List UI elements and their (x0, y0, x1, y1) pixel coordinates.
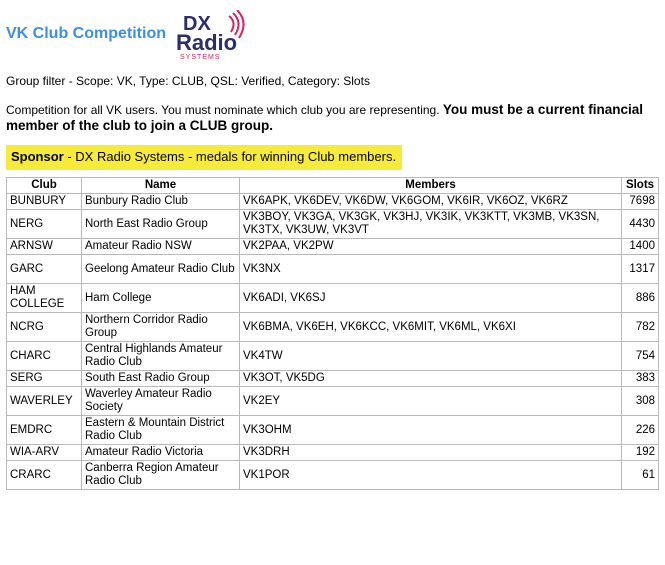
cell-club: SERG (7, 371, 82, 387)
cell-members: VK4TW (240, 342, 622, 371)
page-title: VK Club Competition (6, 25, 166, 42)
cell-slots: 192 (622, 445, 659, 461)
cell-club: EMDRC (7, 416, 82, 445)
cell-members: VK3BOY, VK3GA, VK3GK, VK3HJ, VK3IK, VK3KTT, VK3MB, VK3SN, VK3TX, VK3UW, VK3VT (240, 210, 622, 239)
table-row (7, 342, 659, 371)
logo-text-systems: SYSTEMS (180, 54, 221, 61)
club-groups-table (6, 177, 659, 490)
cell-name: Amateur Radio NSW (82, 239, 240, 255)
cell-members: VK3NX (240, 255, 622, 284)
cell-slots: 4430 (622, 210, 659, 239)
cell-slots: 61 (622, 461, 659, 490)
cell-name: Canberra Region Amateur Radio Club (82, 461, 240, 490)
cell-slots: 1400 (622, 239, 659, 255)
cell-name: Central Highlands Amateur Radio Club (82, 342, 240, 371)
page-header (6, 8, 656, 60)
cell-slots: 886 (622, 284, 659, 313)
table-row (7, 387, 659, 416)
cell-members: VK3OT, VK5DG (240, 371, 622, 387)
cell-slots: 782 (622, 313, 659, 342)
cell-club: ARNSW (7, 239, 82, 255)
cell-slots: 308 (622, 387, 659, 416)
cell-name: Waverley Amateur Radio Society (82, 387, 240, 416)
logo-text-dx: DX (183, 13, 211, 35)
cell-name: Bunbury Radio Club (82, 194, 240, 210)
sponsor-label: Sponsor (11, 149, 64, 164)
cell-members: VK6APK, VK6DEV, VK6DW, VK6GOM, VK6IR, VK6OZ, VK6RZ (240, 194, 622, 210)
cell-members: VK6BMA, VK6EH, VK6KCC, VK6MIT, VK6ML, VK6XI (240, 313, 622, 342)
cell-members: VK6ADI, VK6SJ (240, 284, 622, 313)
intro-text (6, 102, 656, 134)
dx-radio-systems-logo (171, 10, 261, 62)
table-header-row (7, 178, 659, 194)
cell-club: CHARC (7, 342, 82, 371)
cell-members: VK3DRH (240, 445, 622, 461)
table-row (7, 239, 659, 255)
cell-name: Eastern & Mountain District Radio Club (82, 416, 240, 445)
cell-name: Ham College (82, 284, 240, 313)
cell-name: Geelong Amateur Radio Club (82, 255, 240, 284)
cell-slots: 383 (622, 371, 659, 387)
intro-bold: You must be a current financial member of the club to join a CLUB group. (6, 102, 643, 133)
table-row (7, 313, 659, 342)
table-row (7, 194, 659, 210)
group-filter-line: Group filter - Scope: VK, Type: CLUB, QSL: Verified, Category: Slots (6, 74, 370, 88)
cell-club: GARC (7, 255, 82, 284)
cell-name: North East Radio Group (82, 210, 240, 239)
table-body (7, 194, 659, 490)
table-row (7, 371, 659, 387)
cell-club: NERG (7, 210, 82, 239)
column-header-club[interactable]: Club (7, 178, 82, 194)
cell-members: VK3OHM (240, 416, 622, 445)
cell-club: WAVERLEY (7, 387, 82, 416)
sponsor-banner (6, 145, 402, 170)
cell-name: Northern Corridor Radio Group (82, 313, 240, 342)
column-header-name[interactable]: Name (82, 178, 240, 194)
cell-slots: 7698 (622, 194, 659, 210)
cell-slots: 1317 (622, 255, 659, 284)
table-row (7, 284, 659, 313)
cell-club: NCRG (7, 313, 82, 342)
sponsor-text: - DX Radio Systems - medals for winning Club members. (63, 149, 397, 164)
cell-club: CRARC (7, 461, 82, 490)
column-header-members[interactable]: Members (240, 178, 622, 194)
cell-members: VK2PAA, VK2PW (240, 239, 622, 255)
table-row (7, 445, 659, 461)
intro-plain: Competition for all VK users. You must nominate which club you are representing. (6, 103, 440, 117)
table-row (7, 210, 659, 239)
cell-club: HAM COLLEGE (7, 284, 82, 313)
column-header-slots[interactable]: Slots (622, 178, 659, 194)
cell-club: BUNBURY (7, 194, 82, 210)
table-row (7, 255, 659, 284)
table-row (7, 461, 659, 490)
cell-slots: 226 (622, 416, 659, 445)
cell-name: South East Radio Group (82, 371, 240, 387)
cell-club: WIA-ARV (7, 445, 82, 461)
cell-members: VK2EY (240, 387, 622, 416)
cell-name: Amateur Radio Victoria (82, 445, 240, 461)
cell-slots: 754 (622, 342, 659, 371)
logo-text-radio: Radio (176, 30, 238, 55)
cell-members: VK1POR (240, 461, 622, 490)
table-row (7, 416, 659, 445)
